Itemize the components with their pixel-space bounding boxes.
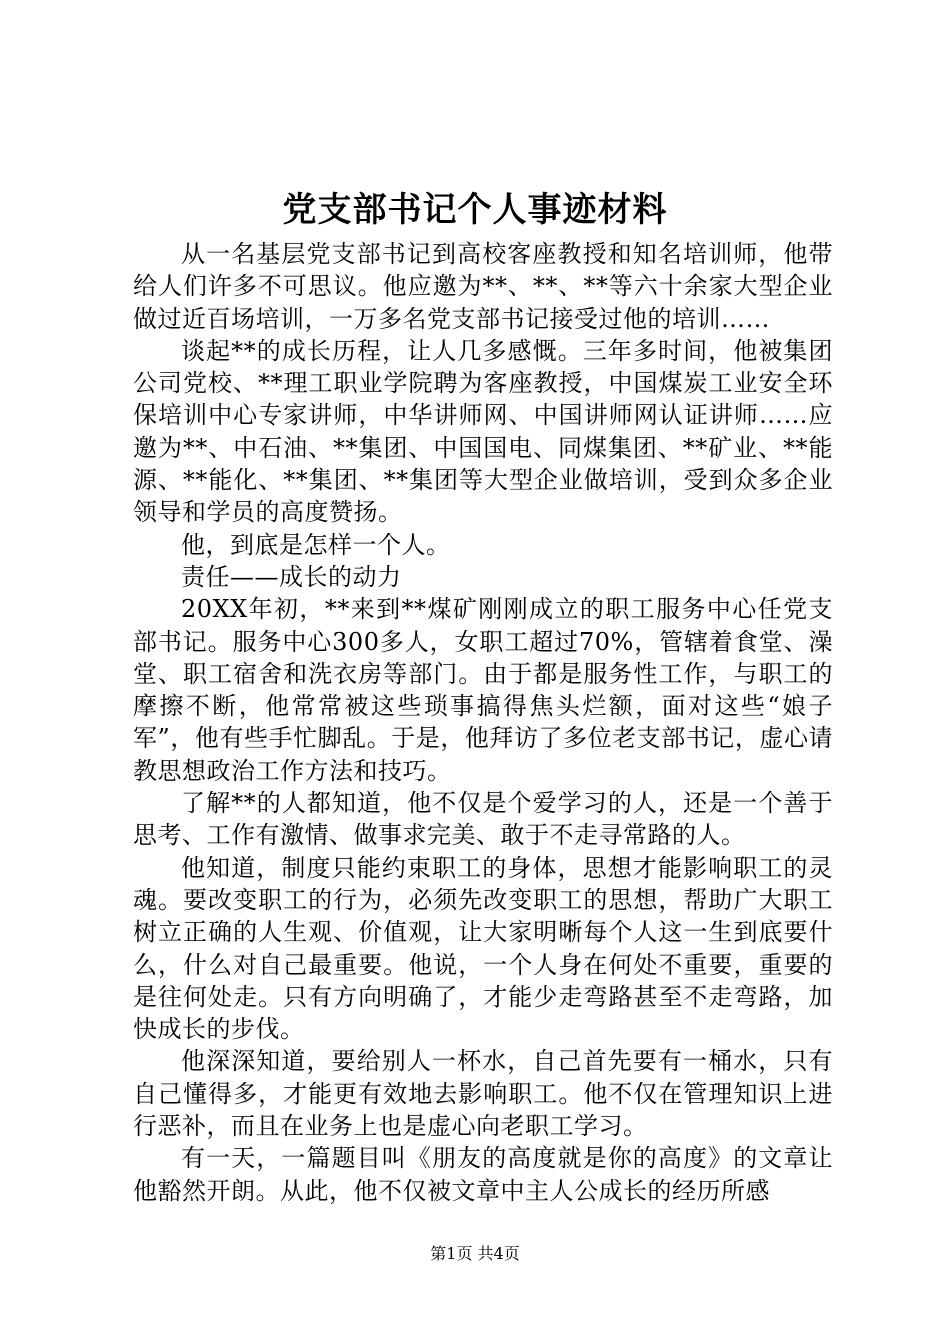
paragraph: 他，到底是怎样一个人。 [181, 530, 451, 559]
paragraph: 20XX年初，**来到**煤矿刚刚成立的职工服务中心任党支部书记。服务中心300多人，女职工超过70%，管辖着食堂、澡堂、职工宿舍和洗衣房等部门。由于都是服务性工作，与职工的摩擦不断，他常常被这些琐事搞得焦头烂额，面对这些“娘子军”，他有些手忙脚乱。于是，他拜访了多位老支部书记，虚心请教思想政治工作方法和技巧。 [133, 595, 833, 785]
paragraph: 有一天，一篇题目叫《朋友的高度就是你的高度》的文章让他豁然开朗。从此，他不仅被文章中主人公成长的经历所感 [133, 1144, 833, 1205]
paragraph: 了解**的人都知道，他不仅是个爱学习的人，还是一个善于思考、工作有激情、做事求完美、敢于不走寻常路的人。 [133, 789, 833, 850]
page-footer: 第1页 共4页 [430, 1244, 520, 1263]
paragraph: 从一名基层党支部书记到高校客座教授和知名培训师，他带给人们许多不可思议。他应邀为**、**、**等六十余家大型企业做过近百场培训，一万多名党支部书记接受过他的培训…… [133, 240, 833, 333]
paragraph: 他深深知道，要给别人一杯水，自己首先要有一桶水，只有自己懂得多，才能更有效地去影响职工。他不仅在管理知识上进行恶补，而且在业务上也是虚心向老职工学习。 [133, 1047, 833, 1141]
paragraph: 谈起**的成长历程，让人几多感慨。三年多时间，他被集团公司党校、**理工职业学院聘为客座教授，中国煤炭工业安全环保培训中心专家讲师，中华讲师网、中国讲师网认证讲师……应邀为**、中石油、**集团、中国国电、同煤集团、**矿业、**能源、**能化、**集团、**集团等大型企业做培训，受到众多企业领导和学员的高度赞扬。 [133, 336, 833, 527]
document-title: 党支部书记个人事迹材料 [282, 190, 668, 230]
document-body [133, 238, 833, 1207]
paragraph: 他知道，制度只能约束职工的身体，思想才能影响职工的灵魂。要改变职工的行为，必须先改变职工的思想，帮助广大职工树立正确的人生观、价值观，让大家明晰每个人这一生到底要什么，什么对自己最重要。他说，一个人身在何处不重要，重要的是往何处走。只有方向明确了，才能少走弯路甚至不走弯路，加快成长的步伐。 [133, 853, 833, 1044]
section-heading: 责任——成长的动力 [181, 562, 402, 591]
